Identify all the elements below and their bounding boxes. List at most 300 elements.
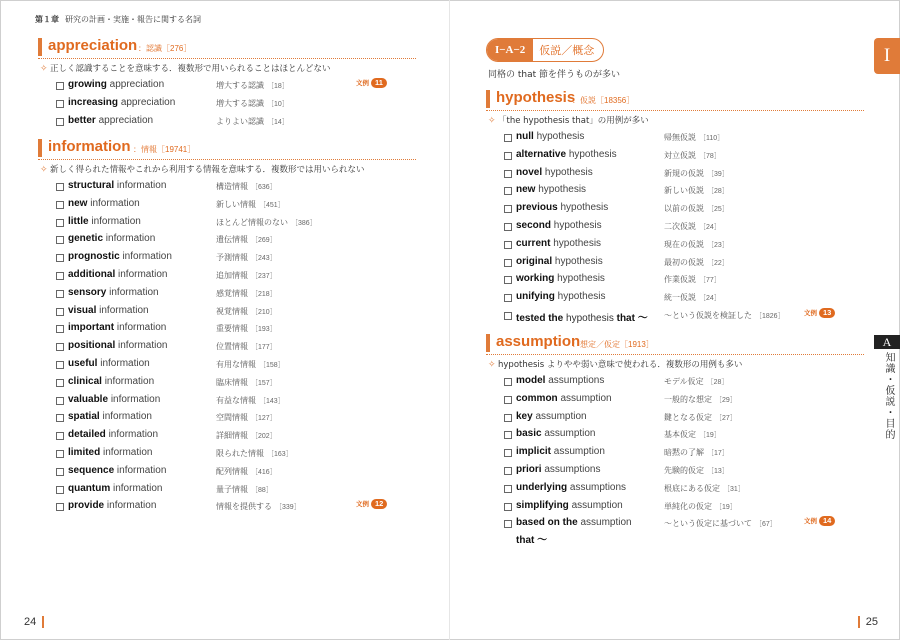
headword: hypothesis [568,148,617,160]
heading-bar [486,334,490,352]
example-label: 文例 [804,518,817,526]
japanese-gloss [664,483,745,494]
frequency-count: ［31］ [723,485,745,493]
japanese-gloss [664,412,737,423]
collocation-phrase [68,269,167,280]
collocate-word: priori [516,463,542,475]
japanese-gloss [664,168,729,179]
section-hypothesis [486,89,864,325]
checkbox-icon [504,431,512,439]
frequency-count: ［158］ [259,361,285,369]
frequency-count: ［386］ [291,219,317,227]
collocation-row [486,289,864,307]
usage-note [38,61,416,77]
headword: information [100,357,150,369]
japanese-gloss [664,292,721,303]
entry-heading [38,37,416,59]
entry-meta: ：仮説［18356］ [572,96,635,105]
note-marker-icon: ✧ [40,165,48,175]
gloss-text: 情報を提供する [216,502,272,512]
gloss-text: モデル仮定 [664,377,704,386]
japanese-gloss [216,501,301,512]
frequency-count: ［67］ [755,521,777,529]
headword: assumption [560,392,612,404]
right-page [450,0,900,640]
collocation-row [38,498,416,516]
collocation-row [38,445,416,463]
checkbox-icon [56,325,64,333]
usage-note [38,162,416,178]
example-reference[interactable] [804,308,835,318]
collocation-phrase [68,251,172,262]
collocation-phrase [516,393,612,404]
collocation-row [38,77,416,95]
headword: information [116,180,167,191]
collocate-word: second [516,219,552,231]
collocate-word: basic [516,428,542,440]
collocation-phrase [516,482,626,493]
gloss-text: 重要情報 [216,324,248,334]
section-tab-label: 知識・仮説・目的 [883,352,894,440]
collocate-word: valuable [68,393,109,405]
japanese-gloss [216,288,277,299]
gloss-text: 新しい仮説 [664,186,704,196]
collocation-phrase [516,375,604,386]
gloss-text: 暗黙の了解 [664,448,704,458]
checkbox-icon [504,485,512,493]
subsection-code: I−A−2 [487,39,533,61]
checkbox-icon [56,219,64,227]
japanese-gloss [216,466,277,477]
collocation-row [486,391,864,409]
headword: information [116,464,167,476]
collocate-word: sequence [68,464,115,476]
headword: hypothesis [553,219,602,231]
collocation-phrase [68,358,150,369]
collocate-tail: that 〜 [616,312,648,324]
entry-word: information [48,138,131,155]
collocate-word: clinical [68,375,102,387]
frequency-count: ［10］ [267,100,289,108]
collocate-word: original [516,255,553,267]
headword: hypothesis [538,184,587,196]
checkbox-icon [504,294,512,302]
gloss-text: 以前の仮説 [664,204,704,214]
japanese-gloss [664,447,729,458]
subsection-intro: 同格の that 節を伴うものが多い [488,70,620,80]
frequency-count: ［163］ [267,450,293,458]
japanese-gloss [664,221,721,232]
collocation-row [486,480,864,498]
collocation-phrase [68,305,149,316]
note-marker-icon: ✧ [40,64,48,74]
frequency-count: ［24］ [699,223,721,231]
japanese-gloss [216,448,293,459]
collocation-row [38,320,416,338]
japanese-gloss [216,234,277,245]
collocate-word: important [68,322,115,334]
gloss-text: 〜という仮説を検証した [664,310,752,320]
japanese-gloss [216,359,285,370]
checkbox-icon [56,82,64,90]
collocation-row [38,95,416,113]
collocation-row [38,196,416,214]
collocation-row [486,409,864,427]
japanese-gloss [216,484,273,495]
headword: information [116,322,167,334]
frequency-count: ［177］ [251,344,277,352]
entry-meta: ：認識［276］ [138,44,192,53]
chapter-label: 第１章 [35,15,59,24]
example-reference[interactable] [804,516,835,526]
collocation-phrase [516,149,617,160]
collocation-row [486,165,864,183]
gloss-text: 限られた情報 [216,448,264,458]
collocation-phrase [516,291,605,302]
frequency-count: ［22］ [707,259,729,267]
frequency-count: ［127］ [251,415,277,423]
collocate-word: previous [516,202,558,214]
example-reference[interactable] [356,499,387,509]
collocation-row [486,426,864,444]
japanese-gloss [216,306,277,317]
collocation-phrase [516,273,605,284]
japanese-gloss [664,257,729,268]
frequency-count: ［202］ [251,433,277,441]
gloss-text: 増大する認識 [216,81,264,90]
checkbox-icon [56,432,64,440]
collocate-word: structural [68,180,115,191]
collocation-row [38,356,416,374]
collocation-row [38,481,416,499]
frequency-count: ［339］ [275,504,301,512]
collocation-row [38,463,416,481]
checkbox-icon [504,378,512,386]
headword: appreciation [98,114,154,126]
collocation-row [38,178,416,196]
heading-bar [486,90,490,108]
checkbox-icon [504,312,512,320]
japanese-gloss [216,98,289,109]
collocate-word: implicit [516,446,552,458]
checkbox-icon [504,170,512,178]
frequency-count: ［416］ [251,468,277,476]
headword: appreciation [120,96,176,108]
collocate-word: tested the [516,312,564,324]
frequency-count: ［243］ [251,255,277,263]
japanese-gloss [216,377,277,388]
collocation-row [486,254,864,272]
collocation-phrase [68,376,154,387]
headword: information [105,233,156,245]
japanese-gloss [664,429,721,440]
gloss-text: 帰無仮説 [664,133,696,142]
headword: assumptions [548,375,605,386]
checkbox-icon [56,236,64,244]
collocation-phrase [68,340,167,351]
checkbox-icon [504,152,512,160]
gloss-text: 最初の仮説 [664,257,704,267]
frequency-count: ［28］ [707,188,729,196]
headword: information [109,286,159,298]
gloss-text: 単純化の仮定 [664,501,712,511]
chapter-title: 研究の計画・実施・報告に関する名詞 [65,15,201,24]
headword: hypothesis [566,312,614,324]
collocation-row [38,338,416,356]
frequency-count: ［210］ [251,308,277,316]
gloss-text: 増大する認識 [216,98,264,108]
gloss-text: 量子情報 [216,484,248,494]
headword: hypothesis [557,273,605,285]
headword: assumptions [544,463,601,475]
collocate-word: alternative [516,148,567,160]
collocation-row [486,498,864,516]
collocation-phrase [68,180,166,191]
japanese-gloss [216,412,277,423]
checkbox-icon [56,450,64,458]
entry-heading [486,89,864,111]
collocate-word: simplifying [516,499,569,511]
collocation-phrase [516,220,602,231]
gloss-text: 対立仮説 [664,150,696,160]
collocation-row [486,373,864,391]
checkbox-icon [504,241,512,249]
checkbox-icon [504,396,512,404]
gloss-text: 鍵となる仮定 [664,412,712,422]
collocate-word: provide [68,500,105,512]
collocation-phrase [68,465,166,476]
headword: information [102,411,152,423]
gloss-text: 配列情報 [216,466,248,476]
collocate-word: quantum [68,482,111,494]
collocation-phrase [516,256,603,267]
collocation-phrase [68,97,175,108]
japanese-gloss [216,217,317,228]
collocate-word: better [68,114,96,126]
japanese-gloss [664,310,785,321]
entry-word: appreciation [48,37,138,54]
japanese-gloss [664,132,724,143]
collocation-phrase [68,322,166,333]
checkbox-icon [56,272,64,280]
heading-bar [38,139,42,157]
frequency-count: ［110］ [699,135,725,142]
collocation-phrase [516,202,608,213]
headword: information [113,482,163,494]
gloss-text: よりよい認識 [216,116,264,126]
running-header [35,14,201,25]
japanese-gloss [216,395,285,406]
collocation-row [486,307,864,325]
checkbox-icon [56,379,64,387]
collocation-row [486,236,864,254]
usage-note-text: 正しく認識することを意味する．複数形で用いられることはほとんどない [50,64,331,74]
checkbox-icon [504,259,512,267]
collocate-word: limited [68,446,101,458]
frequency-count: ［23］ [707,241,729,249]
collocate-word: new [516,184,536,196]
checkbox-icon [56,361,64,369]
headword: hypothesis [557,291,606,303]
gloss-text: 有益な情報 [216,395,256,405]
japanese-gloss [216,116,289,127]
collocation-row [38,285,416,303]
heading-bar [38,38,42,56]
section-tab[interactable]: A [874,335,900,349]
japanese-gloss [664,185,729,196]
japanese-gloss [664,203,729,214]
gloss-text: 臨床情報 [216,377,248,387]
collocate-word: useful [68,357,98,369]
headword: information [91,215,141,227]
japanese-gloss [216,270,277,281]
frequency-count: ［77］ [699,277,721,285]
frequency-count: ［78］ [699,152,721,160]
usage-note [486,113,864,129]
headword: information [104,375,155,387]
japanese-gloss [216,323,277,334]
checkbox-icon [504,205,512,213]
frequency-count: ［193］ [251,326,277,334]
collocate-word: key [516,410,533,422]
headword: information [118,340,168,352]
japanese-gloss [216,341,277,352]
checkbox-icon [56,343,64,351]
japanese-gloss [664,376,728,387]
headword: information [99,304,149,316]
note-marker-icon: ✧ [488,360,496,370]
checkbox-icon [56,486,64,494]
collocation-row [486,218,864,236]
collocation-row [38,427,416,445]
collocation-row [38,214,416,232]
collocation-phrase [516,167,593,178]
gloss-text: 作業仮説 [664,275,696,285]
gloss-text: 二次仮説 [664,221,696,231]
gloss-text: 新しい情報 [216,199,256,209]
collocate-word: working [516,273,555,285]
checkbox-icon [504,520,512,528]
checkbox-icon [56,308,64,316]
frequency-count: ［1826］ [755,312,785,320]
frequency-count: ［28］ [706,379,729,386]
frequency-count: ［157］ [251,379,277,387]
collocation-row [486,462,864,480]
collocation-row [38,267,416,285]
checkbox-icon [504,503,512,511]
headword: information [90,197,140,209]
japanese-gloss [216,252,277,263]
checkbox-icon [56,118,64,126]
collocate-word: detailed [68,429,106,441]
frequency-count: ［27］ [715,414,737,422]
gloss-text: 構造情報 [216,182,248,191]
japanese-gloss [216,199,285,210]
japanese-gloss [664,465,729,476]
headword: assumption [553,446,605,458]
collocation-row [38,113,416,131]
gloss-text: 空間情報 [216,413,248,423]
entry-word: assumption [496,333,581,350]
collocation-phrase [516,517,632,528]
collocate-word: growing [68,79,107,90]
japanese-gloss [664,394,737,405]
checkbox-icon [504,414,512,422]
gloss-text: 基本仮定 [664,430,696,440]
checkbox-icon [56,183,64,191]
gloss-text: 根底にある仮定 [664,483,720,493]
frequency-count: ［24］ [699,295,721,303]
collocate-word: visual [68,304,97,316]
usage-note-text: hypothesis よりやや弱い意味で使われる．複数形の用例も多い [498,360,743,370]
frequency-count: ［269］ [251,237,277,245]
collocation-row [38,374,416,392]
collocate-word: null [516,131,534,142]
headword: assumption [571,499,623,511]
collocate-word: novel [516,166,543,178]
gloss-text: 詳細情報 [216,431,248,441]
japanese-gloss [664,239,729,250]
collocation-line2: that 〜 [516,535,548,547]
collocation-phrase [516,428,596,439]
checkbox-icon [504,449,512,457]
headword: information [106,500,157,512]
collocation-row [486,182,864,200]
subsection-name: 仮説／概念 [539,44,595,57]
checkbox-icon [56,201,64,209]
collocation-row [486,129,864,147]
headword: information [118,268,168,280]
headword: assumption [580,517,632,529]
collocate-word: underlying [516,481,568,493]
checkbox-icon [56,254,64,262]
headword: information [103,446,153,458]
collocate-word: genetic [68,233,104,245]
entry-meta: ：想定／仮定［1913］ [572,340,654,349]
japanese-gloss [664,150,721,161]
gloss-text: 視覚情報 [216,306,248,316]
collocate-word: additional [68,268,116,280]
section-assumption [486,333,864,547]
collocate-word: model [516,375,546,386]
japanese-gloss [216,80,289,91]
checkbox-icon [504,467,512,475]
chapter-tab[interactable]: I [874,38,900,74]
collocation-phrase [516,184,586,195]
checkbox-icon [56,397,64,405]
checkbox-icon [504,223,512,231]
frequency-count: ［25］ [707,206,729,214]
checkbox-icon [504,134,512,142]
frequency-count: ［14］ [267,118,289,126]
example-reference[interactable] [356,78,387,88]
collocate-word: prognostic [68,251,120,263]
collocation-phrase [516,411,587,422]
usage-note-text: 「the hypothesis that」の用例が多い [498,116,649,126]
entry-meta: ：情報［19741］ [133,145,196,154]
entry-heading [38,138,416,160]
checkbox-icon [56,468,64,476]
frequency-count: ［29］ [715,396,737,404]
frequency-count: ［451］ [259,201,285,209]
gloss-text: 予測情報 [216,253,248,263]
collocation-phrase [516,464,600,475]
headword: assumption [535,410,587,422]
example-number-badge: 13 [819,308,835,318]
frequency-count: ［636］ [251,184,277,191]
example-number-badge: 14 [819,516,835,526]
collocation-phrase [68,198,140,209]
